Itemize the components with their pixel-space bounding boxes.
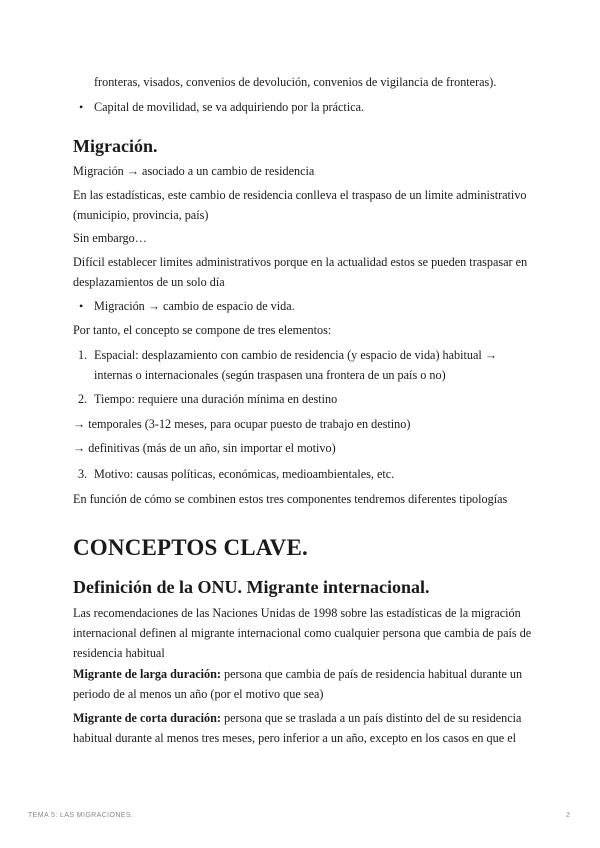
- paragraph: Sin embargo…: [73, 231, 147, 245]
- footer-title: TEMA 5: LAS MIGRACIONES.: [28, 812, 134, 819]
- section-heading-conceptos: CONCEPTOS CLAVE.: [73, 535, 308, 560]
- paragraph: Difícil establecer limites administrativos porque en la actualidad estos se pueden traspasar en desplazamientos de un solo día: [73, 255, 528, 289]
- arrow-line: → definitivas (más de un año, sin importar el motivo): [73, 441, 336, 455]
- paragraph: Las recomendaciones de las Naciones Unidas de 1998 sobre las estadísticas de la migración internacional definen al migrante internacional como cualquier persona que cambia de país de residencia habitual: [73, 606, 532, 660]
- bullet-item: Migración → cambio de espacio de vida.: [94, 299, 295, 313]
- page-number: 2: [566, 812, 570, 819]
- paragraph: En función de cómo se combinen estos tres componentes tendremos diferentes tipologías: [73, 492, 508, 506]
- term-definition: persona que se traslada a un país distinto del de su residencia habitual durante al menos tres meses, pero inferior a un año, excepto en los casos en que el: [73, 711, 522, 745]
- bullet-dot: •: [79, 100, 84, 114]
- term-label: Migrante de corta duración:: [73, 711, 221, 725]
- term-definition: persona que cambia de país de residencia habitual durante un periodo de al menos un año (por el motivo que sea): [73, 667, 523, 701]
- list-number: 1.: [78, 348, 88, 362]
- subsection-heading-onu: Definición de la ONU. Migrante internacional.: [73, 577, 430, 597]
- bullet-dot: •: [79, 299, 84, 313]
- list-number: 2.: [78, 392, 88, 406]
- bullet-item: Capital de movilidad, se va adquiriendo por la práctica.: [94, 100, 365, 114]
- paragraph: Por tanto, el concepto se compone de tres elementos:: [73, 323, 332, 337]
- continued-text: fronteras, visados, convenios de devolución, convenios de vigilancia de fronteras).: [94, 75, 497, 89]
- list-item: Motivo: causas políticas, económicas, medioambientales, etc.: [94, 467, 395, 481]
- list-number: 3.: [78, 467, 88, 481]
- arrow-line: → temporales (3-12 meses, para ocupar puesto de trabajo en destino): [73, 417, 411, 431]
- paragraph: En las estadísticas, este cambio de residencia conlleva el traspaso de un limite administrativo (municipio, provincia, país): [73, 188, 527, 222]
- paragraph: Migración → asociado a un cambio de residencia: [73, 164, 315, 178]
- list-item: Espacial: desplazamiento con cambio de residencia (y espacio de vida) habitual → internas o internacionales (según traspasen una frontera de un país o no): [94, 348, 498, 382]
- definition-corta: [73, 708, 533, 748]
- term-label: Migrante de larga duración:: [73, 667, 221, 681]
- section-heading-migracion: Migración.: [73, 136, 158, 156]
- list-item: Tiempo: requiere una duración mínima en destino: [94, 392, 338, 406]
- definition-larga: [73, 664, 533, 704]
